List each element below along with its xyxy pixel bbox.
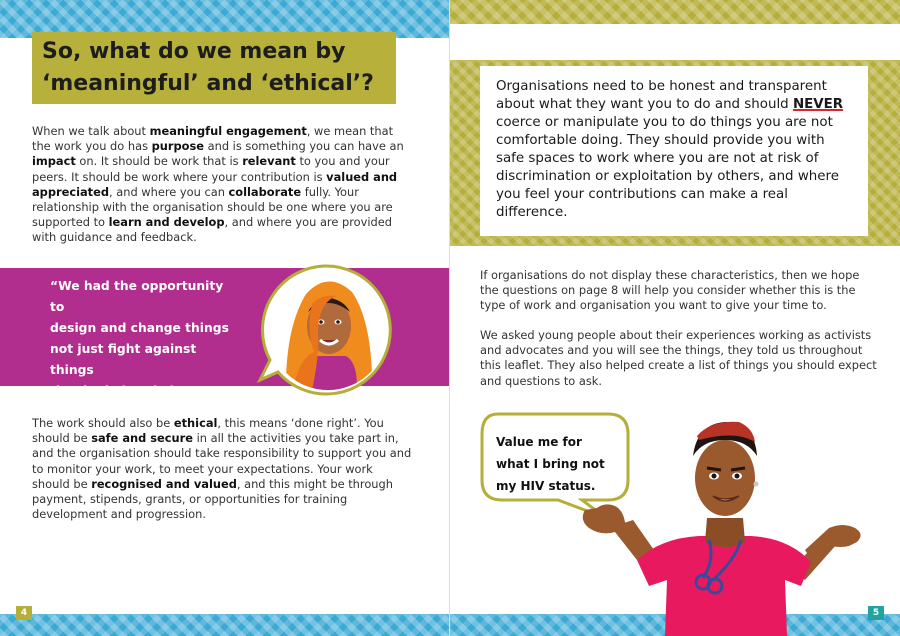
man-shrugging-illustration — [575, 410, 865, 636]
callout-text: Organisations need to be honest and transparent about what they want you to do and should NEVER coerce or manipulate you to do things you are not comfortable doing. They should provide you with safe spaces to work where you are not at risk of discrimination or exploitation by others, and where you feel your contributions can make a real difference. — [496, 79, 844, 220]
title-line-1: So, what do we mean by — [42, 39, 346, 64]
page-number-left: 4 — [16, 606, 32, 620]
bottom-chevron-band — [0, 614, 449, 636]
top-chevron-band-right — [450, 0, 900, 24]
woman-portrait-illustration — [256, 260, 396, 400]
never-emphasis: NEVER — [792, 97, 844, 112]
page-title — [42, 36, 388, 100]
title-box — [32, 32, 396, 104]
title-line-2: ‘meaningful’ and ‘ethical’? — [42, 71, 374, 96]
page-number-right: 5 — [868, 606, 884, 620]
quote-text: “We had the opportunity to design and change things not just fight against things that had already been decided.” — [50, 279, 229, 419]
speech-text: Value me for what I bring not my HIV status. — [496, 435, 605, 493]
experiences-paragraph: We asked young people about their experiences working as activists and advocates and you will see the things, they told us throughout this leaflet. They also helped create a list of things you should expect and questions to ask. — [480, 328, 877, 388]
meaningful-paragraph: When we talk about meaningful engagement, we mean that the work you do has purpose and is something you can have an impact on. It should be work that is relevant to you and your peers. It should be work where your contribution is valued and appreciated, and where you can collaborate fully. Your relationship with the organisation should be one where you are supported to learn and develop, and where you are provided with guidance and feedback. — [32, 124, 404, 245]
callout-box — [480, 66, 868, 236]
characteristics-paragraph: If organisations do not display these characteristics, then we hope the questions on page 8 will help you consider whether this is the type of work and organisation you want to give your time to. — [480, 268, 860, 313]
ethical-paragraph: The work should also be ethical, this means ‘done right’. You should be safe and secure in all the activities you take part in, and the organisation should take responsibility to support you and to monitor your work, to meet your expectations. Your work should be recognised and valued, and this might be through payment, stipends, grants, or opportunities for training development and progression. — [32, 416, 412, 522]
